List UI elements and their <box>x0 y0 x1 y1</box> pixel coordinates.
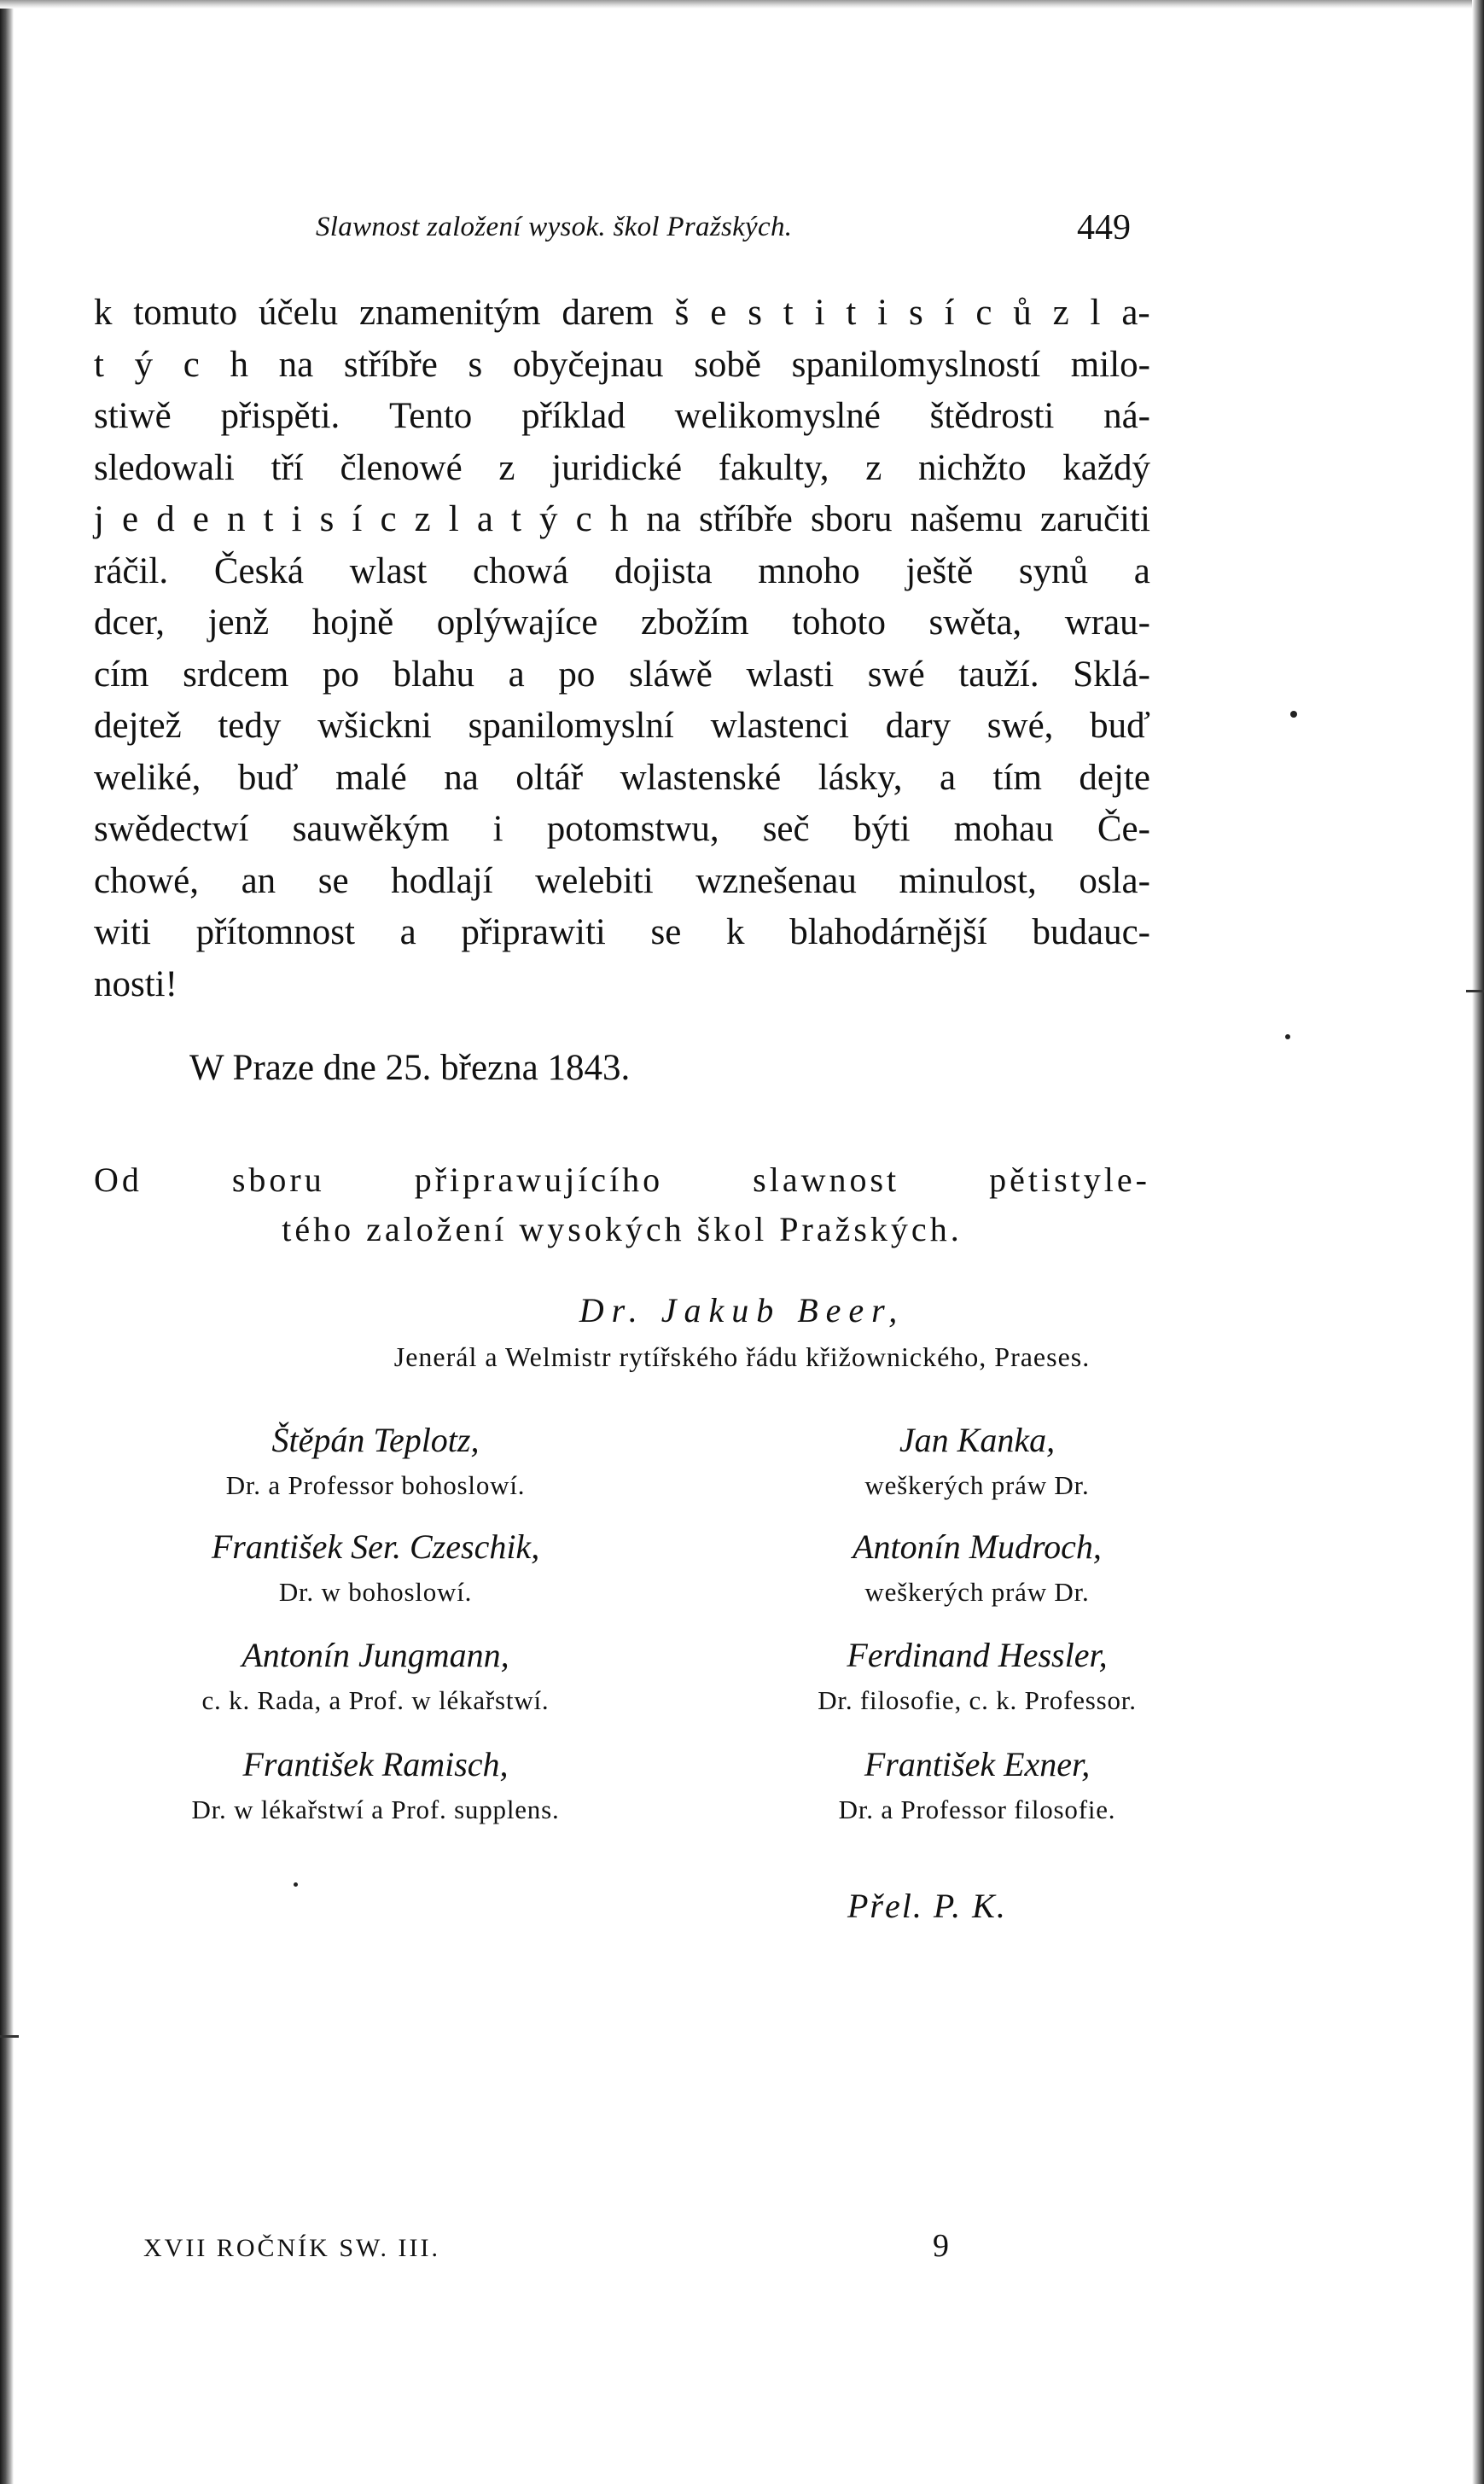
signature-mark: XVII ROČNÍK SW. III. <box>143 2234 441 2262</box>
body-line: weliké, buď malé na oltář wlastenské lásky, a tím dejte <box>94 757 1150 798</box>
scan-edge-left <box>0 0 14 2484</box>
member-name: František Exner, <box>864 1745 1091 1783</box>
member-signature <box>77 1741 674 1831</box>
member-signature <box>678 1417 1276 1507</box>
body-line: witi přítomnost a připrawiti se k blahodárnější budauc- <box>94 912 1150 952</box>
member-title: weškerých práw Dr. <box>864 1577 1090 1607</box>
page-number: 449 <box>1077 208 1131 247</box>
body-line: ráčil. Česká wlast chowá dojista mnoho ještě synů a <box>94 550 1150 591</box>
body-line: sledowali tří členowé z juridické fakulty, z nichžto každý <box>94 447 1150 488</box>
member-name: Antonín Jungmann, <box>242 1636 509 1674</box>
body-line: dejtež tedy wšickni spanilomyslní wlastenci dary swé, buď <box>94 706 1150 746</box>
body-line: nosti! <box>94 963 177 1004</box>
body-line: stiwě přispěti. Tento příklad welikomyslné štědrosti ná- <box>94 396 1150 436</box>
member-name: Jan Kanka, <box>899 1421 1056 1459</box>
scan-edge-top <box>0 0 1484 9</box>
body-line: j e d e n t i s í c z l a t ý c h na stříbře sboru našemu zaručiti <box>94 499 1150 539</box>
member-signature <box>77 1523 674 1614</box>
member-name: Ferdinand Hessler, <box>847 1636 1108 1674</box>
body-line: k tomuto účelu znamenitým darem š e s t i t i s í c ů z l a- <box>94 293 1150 333</box>
member-title: Dr. filosofie, c. k. Professor. <box>818 1685 1137 1715</box>
body-line: cím srdcem po blahu a po sláwě wlasti swé tauží. Sklá- <box>94 654 1150 695</box>
member-name: František Ser. Czeschik, <box>211 1527 540 1566</box>
member-signature <box>77 1632 674 1722</box>
body-line: dcer, jenž hojně oplýwajíce zbožím tohoto swěta, wrau- <box>94 602 1150 643</box>
ink-speck <box>1290 711 1297 718</box>
member-signature <box>678 1523 1276 1614</box>
committee-heading <box>94 1155 1150 1254</box>
translator-credit: Přel. P. K. <box>847 1887 1007 1925</box>
ink-speck <box>1285 1034 1290 1039</box>
member-title: c. k. Rada, a Prof. w lékařstwí. <box>201 1685 550 1715</box>
member-title: Dr. w bohoslowí. <box>278 1577 473 1607</box>
margin-tick <box>1466 990 1484 992</box>
committee-heading-line: tého založení wysokých škol Pražských. <box>282 1210 963 1248</box>
running-title: Slawnost založení wysok. škol Pražských. <box>316 212 793 242</box>
scan-edge-right <box>1472 0 1484 2484</box>
president-name: Dr. Jakub Beer, <box>579 1291 905 1329</box>
committee-heading-line: Od sboru připrawujícího slawnost pětistyle- <box>94 1161 1150 1199</box>
member-title: Dr. a Professor bohoslowí. <box>225 1470 526 1500</box>
member-title: weškerých práw Dr. <box>864 1470 1090 1500</box>
ink-speck <box>294 1882 298 1887</box>
member-title: Dr. w lékařstwí a Prof. supplens. <box>191 1795 560 1824</box>
member-name: Antonín Mudroch, <box>853 1527 1102 1566</box>
president-title: Jenerál a Welmistr rytířského řádu křižownického, Praeses. <box>393 1341 1091 1372</box>
member-signature <box>77 1417 674 1507</box>
member-signature <box>678 1632 1276 1722</box>
member-signature <box>678 1741 1276 1831</box>
member-title: Dr. a Professor filosofie. <box>838 1795 1116 1824</box>
body-line: swědectwí sauwěkým i potomstwu, seč býti mohau Če- <box>94 809 1150 849</box>
margin-tick <box>0 2035 19 2038</box>
sheet-number: 9 <box>933 2228 949 2264</box>
member-name: Štěpán Teplotz, <box>271 1421 480 1459</box>
body-paragraph <box>94 288 1150 1010</box>
member-name: František Ramisch, <box>242 1745 509 1783</box>
dateline: W Praze dne 25. března 1843. <box>189 1048 631 1088</box>
body-line: t ý c h na stříbře s obyčejnau sobě spanilomyslností milo- <box>94 344 1150 385</box>
body-line: chowé, an se hodlají welebiti wznešenau minulost, osla- <box>94 860 1150 901</box>
